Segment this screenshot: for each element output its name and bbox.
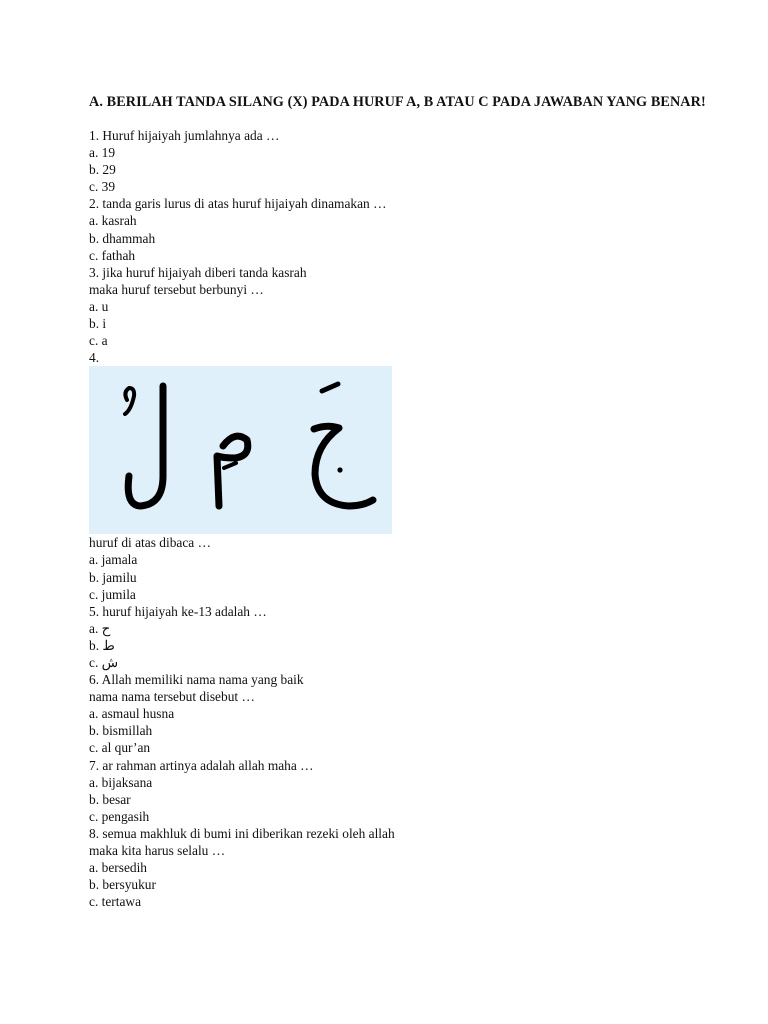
question-line: b. bersyukur — [89, 877, 156, 893]
question-line: c. tertawa — [89, 894, 142, 910]
question-line: 1. Huruf hijaiyah jumlahnya ada … — [89, 128, 280, 143]
question-line: b. i — [89, 316, 107, 332]
question-line: 7. ar rahman artinya adalah allah maha … — [89, 757, 314, 773]
question-line: b. dhammah — [89, 230, 156, 246]
question-line: maka kita harus selalu … — [89, 843, 226, 858]
jim-fathah-glyph — [314, 384, 373, 506]
question-line: 6. Allah memiliki nama nama yang baik — [89, 672, 304, 688]
question-line: a. bijaksana — [89, 774, 153, 790]
question-line: 2. tanda garis lurus di atas huruf hijaiyah dinamakan … — [89, 196, 387, 212]
question-line: c. ش — [89, 654, 118, 670]
question-line: c. fathah — [89, 247, 136, 263]
question-line: b. ط — [89, 637, 115, 653]
question-line: maka huruf tersebut berbunyi … — [89, 281, 264, 297]
question-line: c. al qur’an — [89, 740, 151, 756]
question-line: a. kasrah — [89, 213, 137, 229]
question-line: huruf di atas dibaca … — [89, 535, 211, 551]
questions-1-4 — [89, 127, 709, 366]
question-line: 5. huruf hijaiyah ke-13 adalah … — [89, 603, 267, 619]
question-line: c. jumila — [89, 586, 136, 602]
arabic-letters-figure — [89, 366, 392, 534]
question-line: b. jamilu — [89, 569, 137, 585]
mim-kasrah-glyph — [217, 436, 248, 506]
question-line: 8. semua makhluk di bumi ini diberikan rezeki oleh allah — [89, 825, 395, 841]
question-line: b. besar — [89, 791, 131, 807]
question-line: a. jamala — [89, 552, 138, 568]
arabic-letters-illustration — [89, 366, 392, 534]
question-line: b. bismillah — [89, 723, 153, 739]
question-line: nama nama tersebut disebut … — [89, 689, 255, 705]
worksheet-page — [89, 94, 709, 910]
section-heading: A. BERILAH TANDA SILANG (X) PADA HURUF A, B ATAU C PADA JAWABAN YANG BENAR! — [89, 94, 706, 110]
question-line: 4. — [89, 350, 100, 366]
question-line: b. 29 — [89, 162, 116, 178]
question-line: a. 19 — [89, 145, 116, 161]
question-line: a. asmaul husna — [89, 706, 175, 722]
question-line: a. u — [89, 298, 109, 314]
question-line: c. pengasih — [89, 808, 150, 824]
question-line: a. bersedih — [89, 860, 148, 876]
lam-dhammah-glyph — [125, 386, 163, 506]
question-line: c. 39 — [89, 179, 116, 195]
question-line: c. a — [89, 333, 108, 349]
question-line: 3. jika huruf hijaiyah diberi tanda kasrah — [89, 264, 307, 280]
questions-4-8 — [89, 534, 709, 910]
question-line: a. ح — [89, 620, 111, 636]
